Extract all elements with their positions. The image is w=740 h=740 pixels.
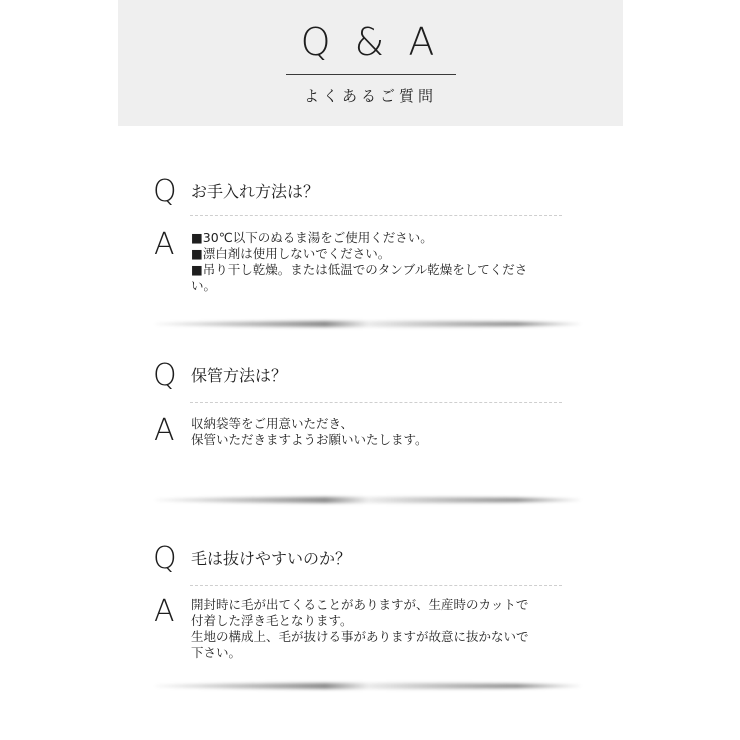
dashed-divider — [190, 585, 562, 586]
question-row — [150, 172, 582, 212]
question-text: お手入れ方法は？ — [191, 182, 320, 201]
page-header — [118, 0, 623, 126]
question-row — [150, 356, 582, 396]
a-marker: A — [154, 227, 175, 262]
answer-line: 付着した浮き毛となります。 — [191, 613, 353, 628]
q-marker: Q — [153, 358, 177, 393]
answer-line: い。 — [191, 278, 217, 293]
answer-text — [191, 230, 582, 294]
qa-item-storage — [150, 356, 582, 448]
dashed-divider — [190, 402, 562, 403]
answer-line: 生地の構成上、毛が抜ける事がありますが故意に抜かないで — [191, 629, 529, 644]
answer-line: ■30℃以下のぬるま湯をご使用ください。 — [191, 230, 433, 245]
answer-line: 下さい。 — [191, 645, 242, 660]
q-marker: Q — [153, 541, 177, 576]
answer-text — [191, 416, 582, 448]
card-shadow — [154, 321, 582, 327]
answer-line: ■吊り干し乾燥。または低温でのタンブル乾燥をしてくださ — [191, 262, 528, 277]
qa-item-care — [150, 172, 582, 293]
card-shadow — [154, 497, 582, 503]
dashed-divider — [190, 215, 562, 216]
q-marker: Q — [153, 174, 177, 209]
answer-line: 収納袋等をご用意いただき、 — [191, 416, 354, 431]
question-text: 毛は抜けやすいのか？ — [191, 549, 352, 568]
question-row — [150, 539, 582, 579]
answer-line: 開封時に毛が出てくることがありますが、生産時のカットで — [191, 597, 529, 612]
answer-text — [191, 597, 582, 661]
page-title: Q & A — [300, 20, 441, 64]
a-marker: A — [154, 413, 175, 448]
a-marker: A — [154, 594, 175, 629]
card-shadow — [154, 683, 582, 689]
page-subtitle: よくあるご質問 — [303, 87, 437, 105]
qa-item-shedding — [150, 539, 582, 660]
answer-line: ■漂白剤は使用しないでください。 — [191, 246, 391, 261]
question-text: 保管方法は？ — [191, 366, 288, 385]
header-divider — [286, 74, 456, 75]
answer-line: 保管いただきますようお願いいたします。 — [191, 432, 428, 447]
